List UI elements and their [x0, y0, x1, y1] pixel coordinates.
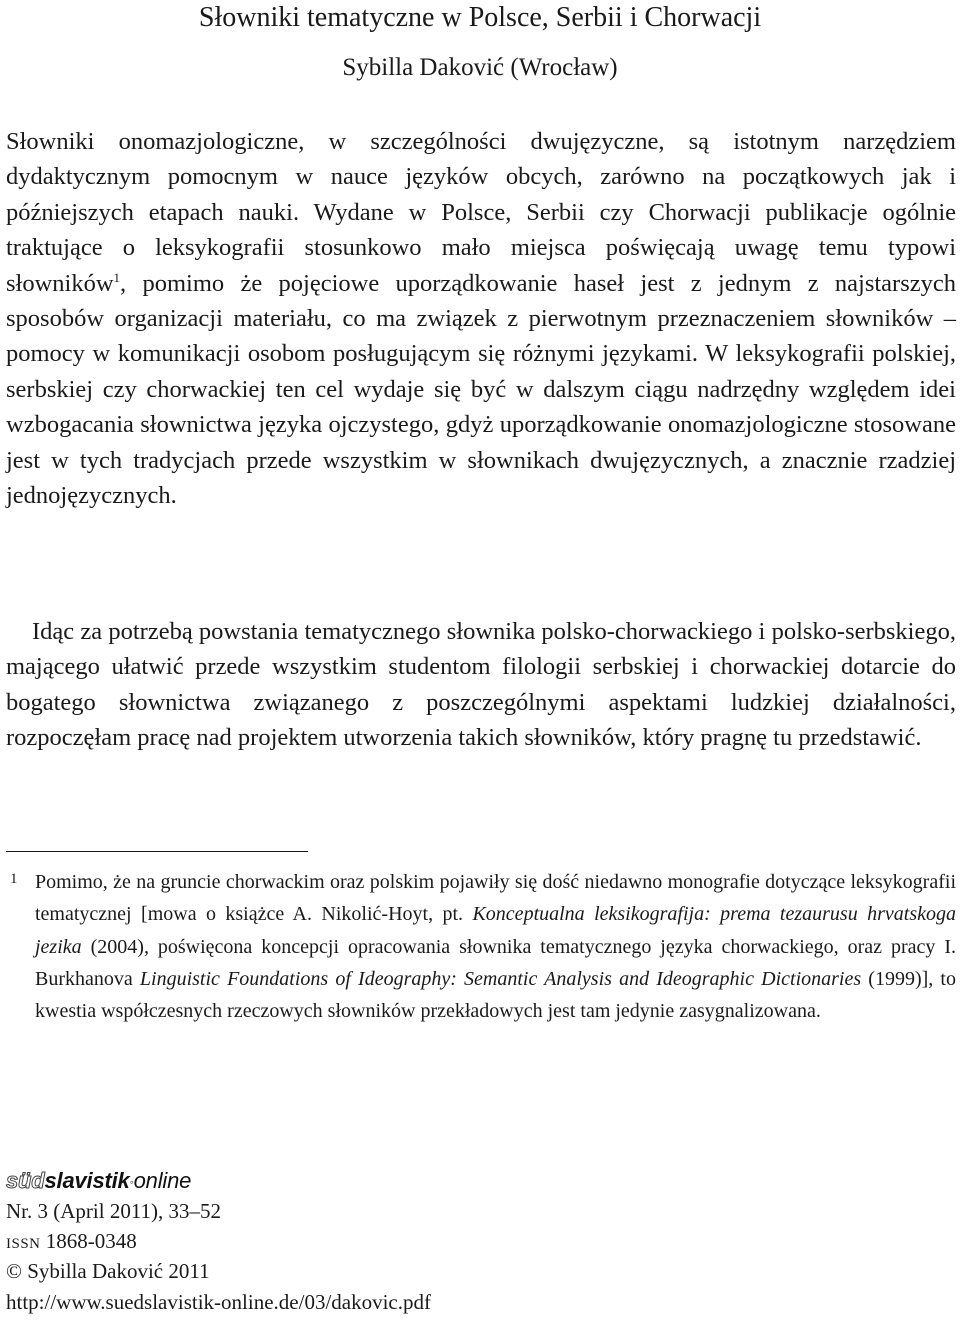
footnote-separator	[6, 851, 308, 852]
article-title: Słowniki tematyczne w Polsce, Serbii i Chorwacji	[198, 2, 762, 33]
logo-sud: süd	[6, 1168, 45, 1193]
publication-footer	[6, 1166, 706, 1317]
logo-online: online	[133, 1168, 192, 1193]
logo-slavistik: slavistik	[44, 1168, 130, 1193]
paragraph-1-text-b: , pomimo że pojęciowe uporządkowanie haseł jest z jednym z najstarszych sposobów organizacji materiału, co ma związek z pierwotnym przeznaczeniem słowników – pomocy w komunikacji osobom posługującym się różnymi językami. W leksykografii polskiej, serbskiej czy chorwackiej ten cel wydaje się być w dalszym ciągu nadrzędny względem idei wzbogacania słownictwa języka ojczystego, gdyż uporządkowanie onomazjologiczne stosowane jest w tych tradycjach przede wszystkim w słownikach dwujęzycznych, a znacznie rzadziej jednojęzycznych.	[6, 269, 956, 510]
paragraph-1-text-a: Słowniki onomazjologiczne, w szczególności dwujęzyczne, są istotnym narzędziem dydaktycznym pomocnym w nauce języków obcych, zarówno na początkowych jak i późniejszych etapach nauki. Wydane w Polsce, Serbii czy Chorwacji publikacje ogólnie traktujące o leksykografii stosunkowo mało miejsca poświęcają uwagę temu typowi słowników	[6, 128, 956, 297]
copyright-line: © Sybilla Daković 2011	[6, 1259, 210, 1284]
body-paragraph-2: Idąc za potrzebą powstania tematycznego słownika polsko-chorwackiego i polsko-serbskiego, mającego ułatwić przede wszystkim studentom filologii serbskiej i chorwackiej dotarcie do bogatego słownictwa związanego z poszczególnymi aspektami ludzkiej działalności, rozpoczęłam pracę nad projektem utworzenia takich słowników, który pragnę tu przedstawić.	[6, 618, 956, 752]
issn-number: 1868-0348	[45, 1229, 137, 1254]
body-paragraph-1	[6, 124, 956, 513]
footnote-title-2: Linguistic Foundations of Ideography: Semantic Analysis and Ideographic Dictionaries	[139, 967, 862, 990]
article-author: Sybilla Daković (Wrocław)	[342, 54, 618, 81]
footnote-text-a: Pomimo, że na gruncie chorwackim oraz polskim pojawiły się dość niedawno monografie dotyczące leksykografii tematycznej [mowa o książce A. Nikolić-Hoyt, pt.	[35, 871, 956, 926]
footnote-text-c: (1999)], to kwestia współczesnych rzeczowych słowników przekładowych jest tam jedynie zasygnalizowana.	[35, 967, 956, 1023]
footnote-text-b: (2004), poświęcona koncepcji opracowania słownika tematycznego języka chorwackiego, oraz pracy I. Burkhanova	[35, 935, 956, 990]
issn-line	[6, 1226, 706, 1256]
article-url[interactable]: http://www.suedslavistik-online.de/03/dakovic.pdf	[6, 1289, 431, 1314]
footnote-title-1: Konceptualna leksikografija: prema tezaurusu hrvatskoga jezika	[35, 903, 957, 958]
footnote-number: 1	[10, 871, 18, 887]
journal-logo	[6, 1166, 706, 1196]
footnote-text	[35, 866, 956, 1027]
issue-info: Nr. 3 (April 2011), 33–52	[6, 1199, 222, 1223]
footnote-reference[interactable]: 1	[113, 269, 121, 285]
logo-dot-icon: ◦	[129, 1175, 134, 1190]
issn-label: issn	[6, 1229, 41, 1254]
